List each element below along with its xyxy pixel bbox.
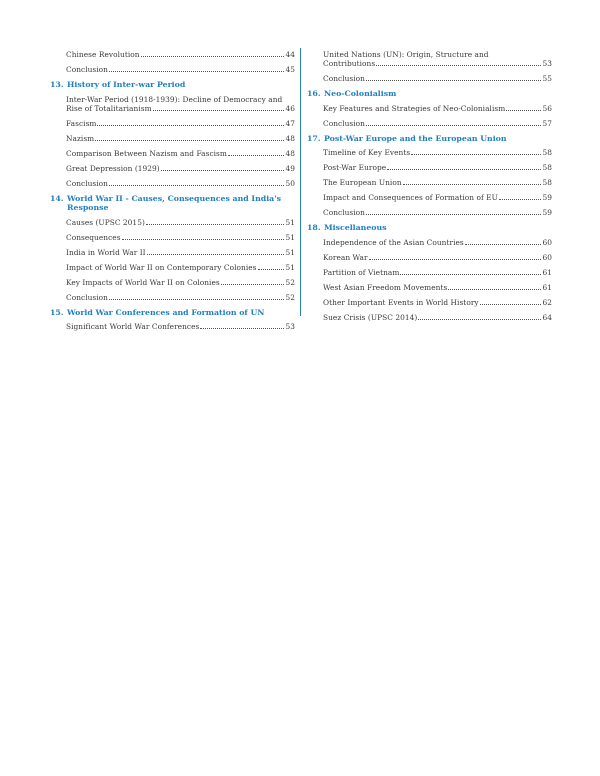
toc-entry[interactable]	[307, 208, 552, 217]
dot-leader	[366, 80, 541, 81]
toc-entry-title: Contributions	[323, 59, 376, 68]
toc-entry[interactable]	[307, 253, 552, 262]
toc-entry[interactable]	[307, 193, 552, 202]
toc-entry-title: Conclusion	[323, 74, 365, 83]
toc-page-number: 48	[285, 133, 295, 143]
toc-entry-title: Impact and Consequences of Formation of EU	[323, 193, 498, 202]
toc-entry[interactable]	[50, 179, 295, 188]
toc-entry[interactable]	[50, 50, 295, 59]
toc-entry[interactable]	[50, 164, 295, 173]
toc-entry-title: Partition of Vietnam	[323, 267, 400, 277]
toc-entry-title: Conclusion	[66, 292, 108, 302]
section-heading[interactable]	[50, 80, 295, 90]
toc-page-number: 60	[542, 252, 552, 262]
toc-entry-title: Fascism	[66, 118, 97, 128]
dot-leader	[448, 289, 541, 290]
toc-page-number: 46	[285, 103, 295, 113]
toc-entry-title: Conclusion	[323, 208, 365, 217]
section-number: 15.	[50, 307, 64, 317]
toc-entry-title-line: Inter-War Period (1918-1939): Decline of Democracy and	[66, 94, 283, 104]
toc-entry[interactable]	[307, 268, 552, 277]
section-number: 14.	[50, 193, 64, 203]
toc-page-number: 49	[285, 163, 295, 173]
toc-entry-title: India in World War II	[66, 247, 146, 257]
toc-entry[interactable]	[50, 263, 295, 272]
section-title: World War II - Causes, Consequences and India's Response	[67, 193, 281, 212]
toc-entry[interactable]	[50, 218, 295, 227]
toc-entry-title: Conclusion	[66, 178, 108, 188]
dot-leader	[418, 319, 541, 320]
toc-page-number: 50	[285, 178, 295, 188]
dot-leader	[109, 299, 284, 300]
section-heading[interactable]	[307, 223, 552, 233]
dot-leader	[109, 185, 284, 186]
toc-entry-title: Great Depression (1929)	[66, 163, 160, 173]
toc-page-number: 62	[542, 297, 552, 307]
toc-entry[interactable]	[307, 283, 552, 292]
toc-entry[interactable]	[50, 65, 295, 74]
toc-entry-title: Conclusion	[323, 118, 365, 128]
toc-page-number: 59	[542, 208, 552, 217]
dot-leader	[366, 125, 541, 126]
dot-leader	[153, 110, 285, 111]
toc-page-number: 64	[542, 312, 552, 322]
toc-entry-title: Significant World War Conferences	[66, 322, 200, 331]
dot-leader	[411, 154, 541, 155]
toc-right-column	[307, 50, 552, 328]
toc-page-number: 55	[542, 74, 552, 83]
toc-entry[interactable]	[50, 95, 295, 113]
section-heading[interactable]	[307, 89, 552, 99]
section-title: Neo-Colonialism	[324, 89, 397, 98]
dot-leader	[228, 155, 285, 156]
toc-entry-title: Nazism	[66, 133, 95, 143]
dot-leader	[95, 140, 284, 141]
dot-leader	[122, 239, 285, 240]
toc-entry[interactable]	[307, 178, 552, 187]
toc-entry[interactable]	[50, 233, 295, 242]
dot-leader	[506, 110, 541, 111]
toc-page-number: 51	[285, 232, 295, 242]
section-title: World War Conferences and Formation of UN	[67, 307, 265, 317]
toc-page-number: 53	[542, 59, 552, 68]
dot-leader	[400, 274, 541, 275]
toc-page-number: 57	[542, 118, 552, 128]
toc-entry-title: Causes (UPSC 2015)	[66, 217, 145, 227]
dot-leader	[221, 284, 285, 285]
toc-entry-title: Rise of Totalitarianism	[66, 103, 152, 113]
toc-page-number: 58	[542, 178, 552, 187]
toc-entry-title: Key Impacts of World War II on Colonies	[66, 277, 220, 287]
toc-entry[interactable]	[307, 104, 552, 113]
dot-leader	[376, 65, 541, 66]
dot-leader	[369, 259, 542, 260]
toc-page-number: 51	[285, 217, 295, 227]
dot-leader	[97, 125, 284, 126]
toc-entry-title: Suez Crisis (UPSC 2014)	[323, 312, 418, 322]
toc-entry[interactable]	[50, 293, 295, 302]
toc-entry-title: Key Features and Strategies of Neo-Colonialism	[323, 103, 506, 113]
toc-entry[interactable]	[50, 149, 295, 158]
toc-entry[interactable]	[50, 134, 295, 143]
toc-entry[interactable]	[307, 148, 552, 157]
toc-page-number: 61	[542, 267, 552, 277]
toc-entry-title: Korean War	[323, 252, 368, 262]
dot-leader	[387, 169, 541, 170]
dot-leader	[161, 170, 285, 171]
toc-entry-title: Independence of the Asian Countries	[323, 237, 464, 247]
toc-entry-title: Other Important Events in World History	[323, 297, 479, 307]
toc-page-number: 58	[542, 163, 552, 172]
dot-leader	[200, 328, 284, 329]
toc-entry[interactable]	[50, 119, 295, 128]
toc-entry[interactable]	[307, 119, 552, 128]
toc-page-number: 59	[542, 193, 552, 202]
section-number: 18.	[307, 223, 321, 232]
toc-entry[interactable]	[307, 74, 552, 83]
toc-entry-title: Timeline of Key Events	[323, 148, 411, 157]
dot-leader	[109, 71, 284, 72]
column-divider	[300, 48, 301, 316]
toc-page-number: 60	[542, 237, 552, 247]
toc-entry-title: The European Union	[323, 178, 402, 187]
dot-leader	[403, 184, 542, 185]
toc-page-number: 48	[285, 148, 295, 158]
toc-entry[interactable]	[307, 50, 552, 68]
toc-page-number: 56	[542, 103, 552, 113]
toc-entry[interactable]	[307, 313, 552, 322]
toc-entry-title: Impact of World War II on Contemporary Colonies	[66, 262, 257, 272]
toc-entry-title: Chinese Revolution	[66, 50, 140, 59]
toc-page-number: 53	[285, 322, 295, 331]
toc-page-number: 51	[285, 262, 295, 272]
toc-entry[interactable]	[307, 298, 552, 307]
toc-entry-title: Conclusion	[66, 65, 108, 74]
toc-entry-title: Consequences	[66, 232, 121, 242]
dot-leader	[141, 56, 285, 57]
section-title: Miscellaneous	[324, 223, 387, 232]
section-number: 17.	[307, 133, 321, 143]
dot-leader	[465, 244, 542, 245]
section-title: Post-War Europe and the European Union	[324, 133, 507, 143]
toc-entry[interactable]	[50, 248, 295, 257]
dot-leader	[147, 254, 285, 255]
toc-page-number: 58	[542, 148, 552, 157]
toc-entry-title: West Asian Freedom Movements	[323, 282, 448, 292]
toc-entry[interactable]	[50, 278, 295, 287]
toc-page-number: 51	[285, 247, 295, 257]
section-heading[interactable]	[307, 134, 552, 144]
toc-entry[interactable]	[307, 163, 552, 172]
toc-page-number: 47	[285, 118, 295, 128]
dot-leader	[499, 199, 542, 200]
toc-page-number: 61	[542, 282, 552, 292]
dot-leader	[366, 214, 541, 215]
toc-page-number: 44	[285, 50, 295, 59]
dot-leader	[258, 269, 285, 270]
toc-entry-title: Post-War Europe	[323, 163, 387, 172]
section-number: 13.	[50, 80, 64, 89]
dot-leader	[480, 304, 542, 305]
toc-entry-title-line: United Nations (UN): Origin, Structure and	[323, 50, 489, 59]
dot-leader	[146, 224, 285, 225]
toc-page-number: 45	[285, 65, 295, 74]
toc-entry-title: Comparison Between Nazism and Fascism	[66, 148, 227, 158]
section-number: 16.	[307, 89, 321, 98]
section-heading[interactable]	[50, 308, 295, 318]
toc-page-number: 52	[285, 292, 295, 302]
toc-entry[interactable]	[307, 238, 552, 247]
section-heading[interactable]	[50, 194, 295, 213]
section-title: History of Inter-war Period	[67, 80, 186, 89]
toc-page-number: 52	[285, 277, 295, 287]
toc-entry[interactable]	[50, 322, 295, 331]
toc-left-column	[50, 50, 295, 337]
